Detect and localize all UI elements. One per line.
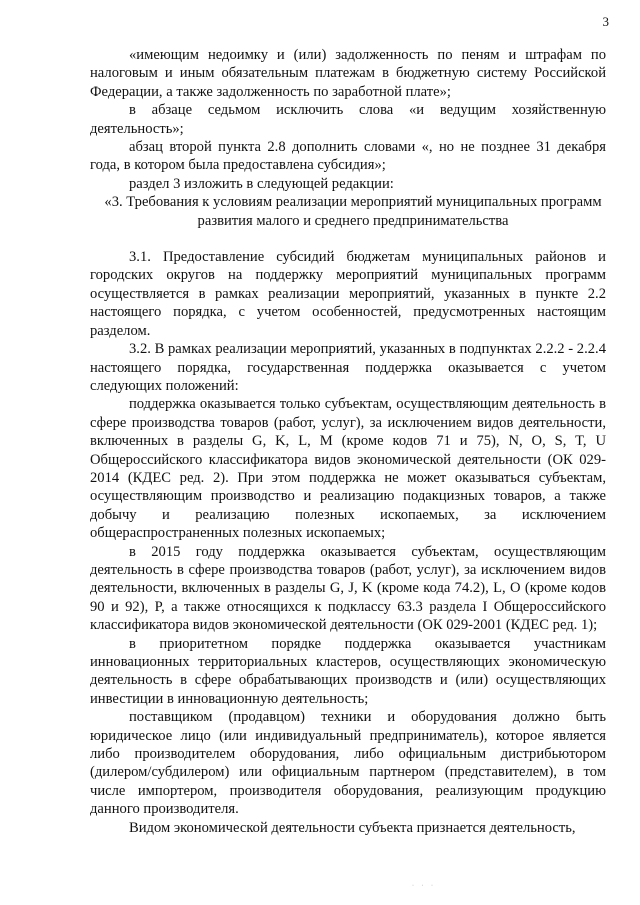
scan-artifact: · · · — [412, 883, 436, 889]
paragraph-equipment-supplier: поставщиком (продавцом) техники и оборудования должно быть юридическое лицо (или индивидуальный предприниматель), которое является либо производителем оборудования, либо официальным дистрибьютором (дилером/субдилером) или официальным партнером (представителем), в том числе импортером, производителя оборудования, реализующим продукцию данного производителя. — [90, 709, 606, 818]
paragraph-economic-activity: Видом экономической деятельности субъекта признается деятельность, — [129, 819, 576, 836]
paragraph-section-3-intro: раздел 3 изложить в следующей редакции: — [129, 175, 394, 192]
paragraph-3-2: 3.2. В рамках реализации мероприятий, указанных в подпунктах 2.2.2 - 2.2.4 настоящего порядка, государственная поддержка оказывается с учетом следующих положений: — [90, 341, 606, 394]
heading-spacer — [90, 230, 606, 248]
section-3-heading: «3. Требования к условиям реализации мероприятий муниципальных программ развития малого и среднего предпринимательства — [104, 194, 602, 229]
paragraph-support-subjects: поддержка оказывается только субъектам, осуществляющим деятельность в сфере производства товаров (работ, услуг), за исключением видов деятельности, включенных в разделы G, K, L, M (кроме кодов 71 и 75), N, O, S, T, U Общероссийского классификатора видов экономической деятельности (ОК 029-2014 (КДЕС ред. 2). При этом поддержка не может оказываться субъектам, осуществляющим производство и реализацию подакцизных товаров, а также добычу и реализацию полезных ископаемых, за исключением общераспространенных полезных ископаемых; — [90, 396, 606, 542]
paragraph-3-1: 3.1. Предоставление субсидий бюджетам муниципальных районов и городских округов на поддержку мероприятий муниципальных программ осуществляется в рамках реализации мероприятий, указанных в пункте 2.2 настоящего порядка, с учетом особенностей, предусмотренных настоящим разделом. — [90, 249, 606, 339]
paragraph-arrears-wording: «имеющим недоимку и (или) задолженность по пеням и штрафам по налоговым и иным обязательным платежам в бюджетную систему Российской Федерации, а также задолженность по заработной плате»; — [90, 47, 606, 100]
paragraph-2015-support: в 2015 году поддержка оказывается субъектам, осуществляющим деятельность в сфере производства товаров (работ, услуг), за исключением видов деятельности, включенных в разделы G, J, K (кроме кода 74.2), L, O (кроме кодов 90 и 92), P, а также относящихся к подклассу 63.3 раздела I Общероссийского классификатора видов экономической деятельности (ОК 029-2001 (КДЕС ред. 1); — [90, 543, 606, 634]
paragraph-priority-support: в приоритетном порядке поддержка оказывается участникам инновационных территориальных кластеров, осуществляющих экономическую деятельность в сфере обрабатывающих производств и (или) осуществляющих инвестиции в инновационную деятельность; — [90, 635, 606, 707]
page-number: 3 — [602, 14, 609, 29]
paragraph-point-2-8: абзац второй пункта 2.8 дополнить словами «, но не позднее 31 декабря года, в котором была предоставлена субсидия»; — [90, 139, 606, 174]
document-body — [90, 46, 606, 837]
paragraph-abzac-seven: в абзаце седьмом исключить слова «и ведущим хозяйственную деятельность»; — [90, 102, 606, 137]
